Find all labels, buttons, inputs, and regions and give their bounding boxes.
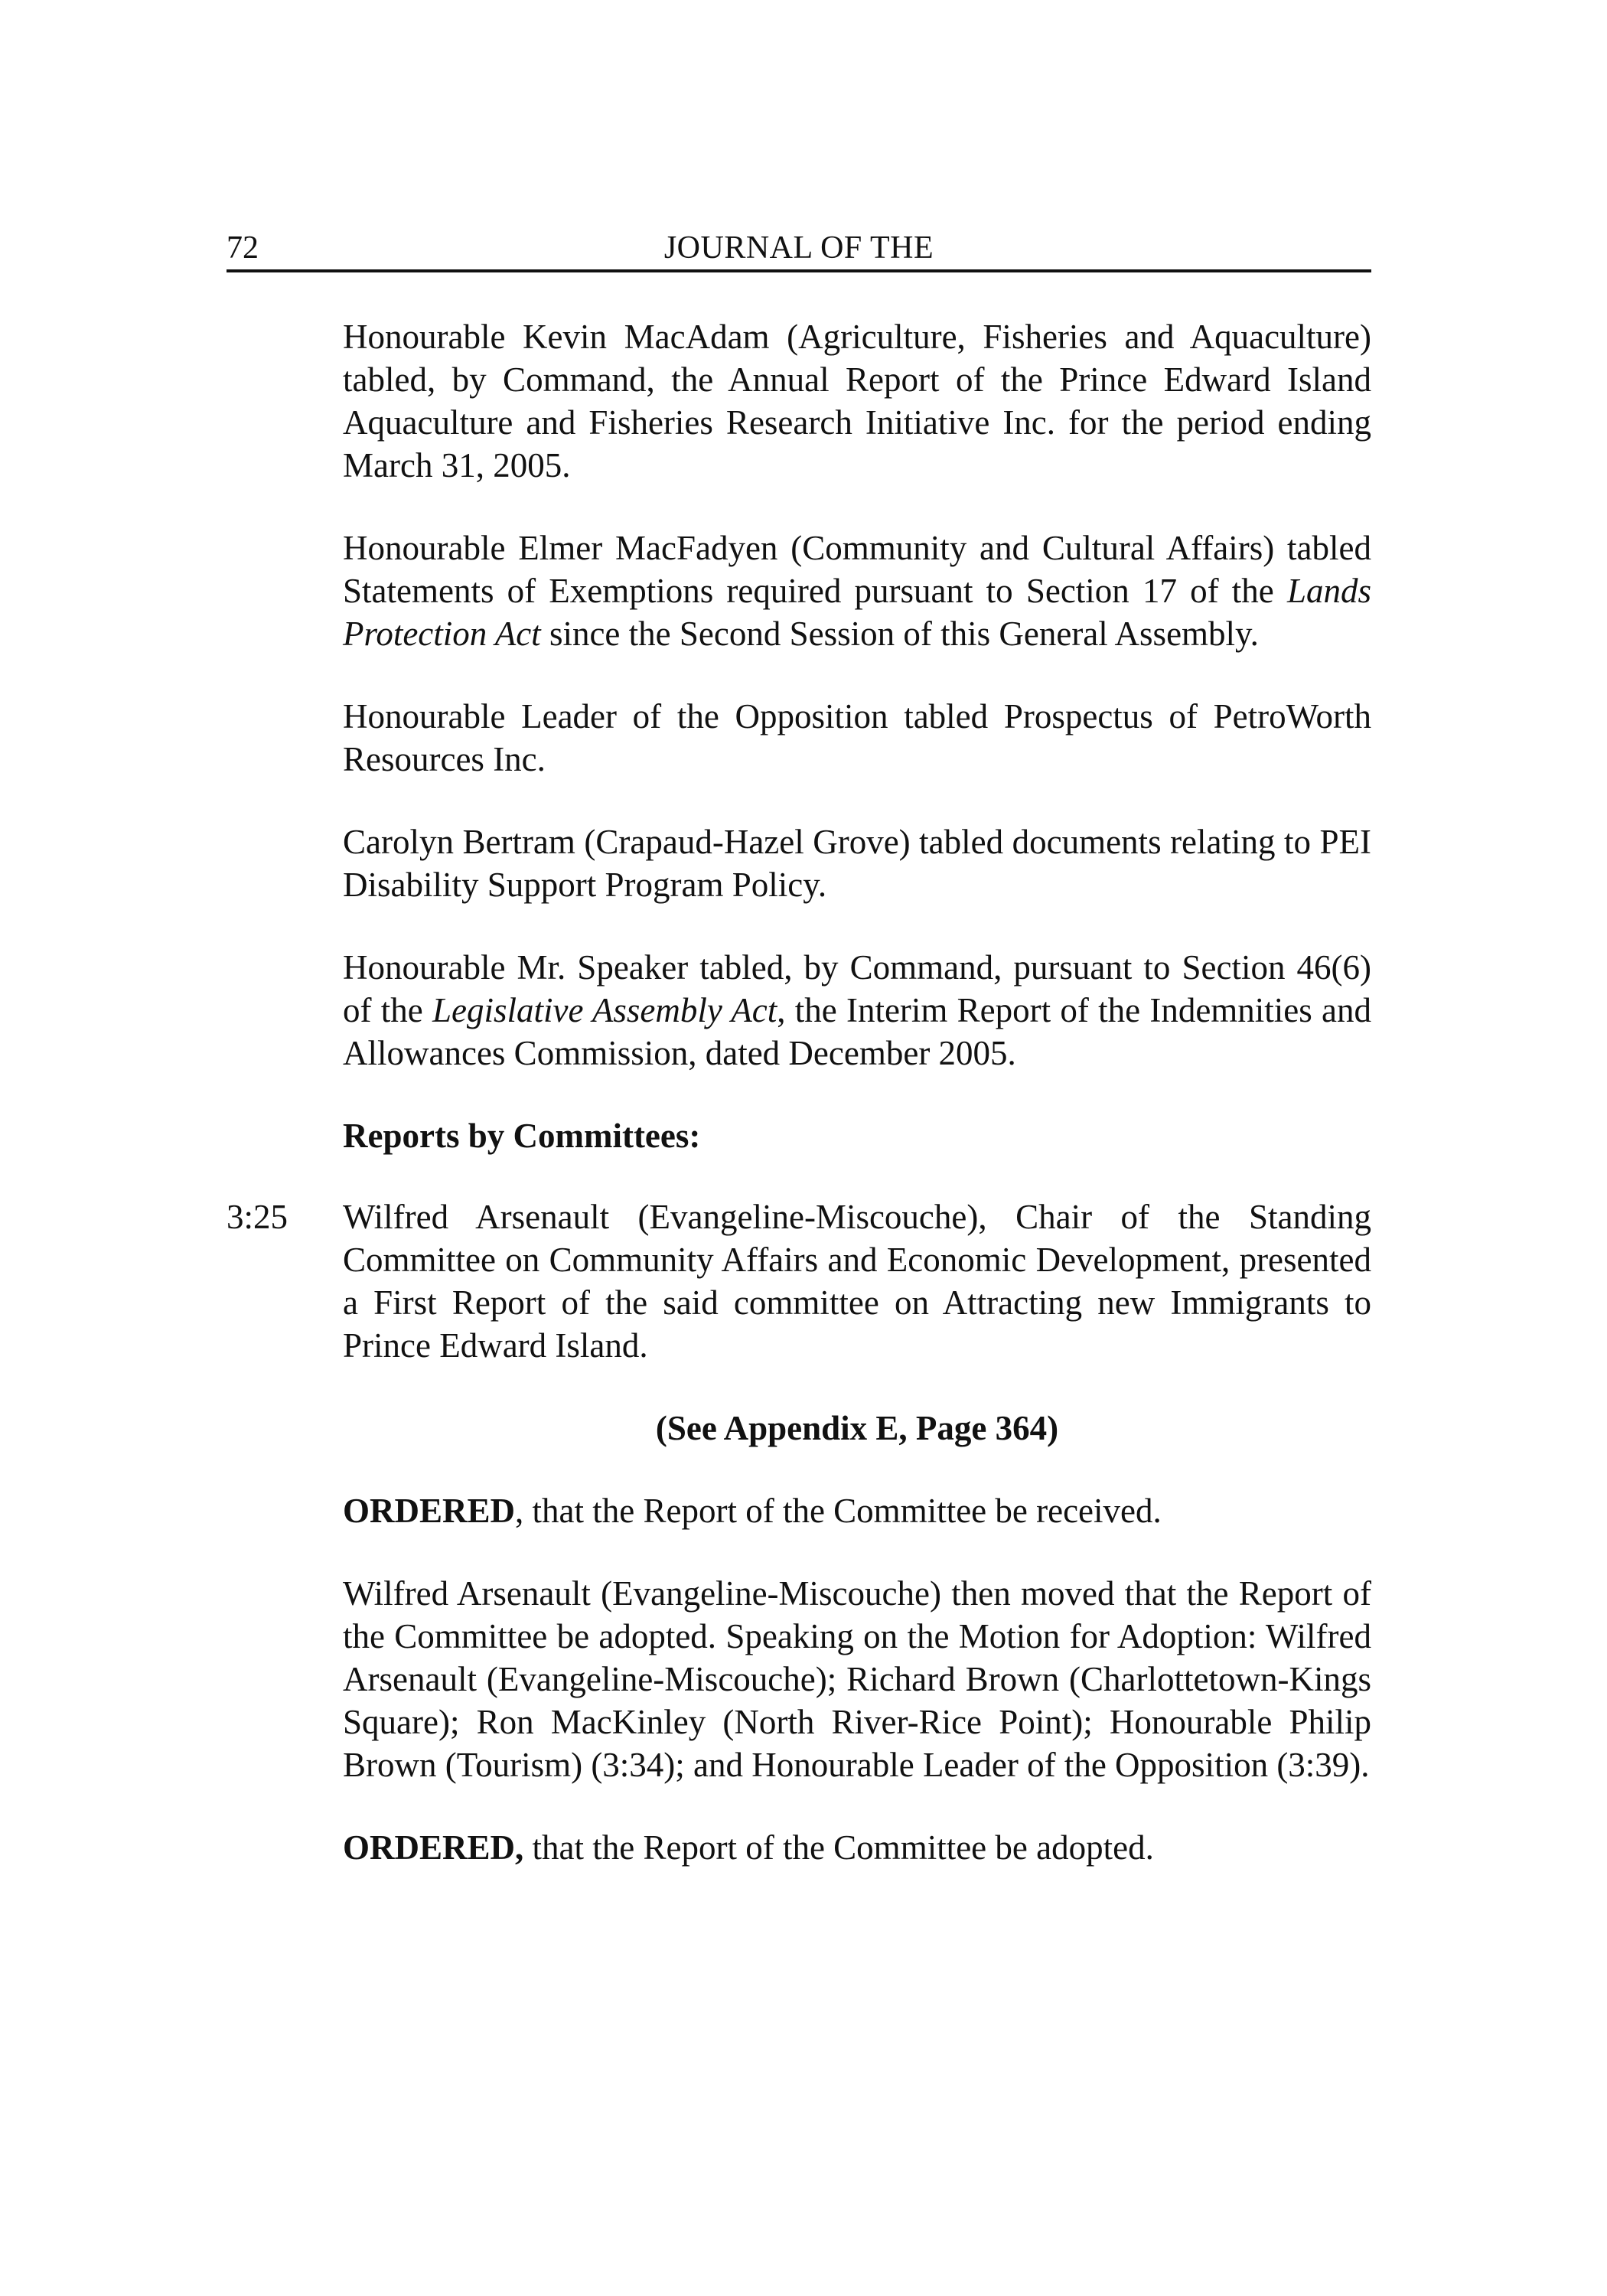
section-heading-reports: Reports by Committees: — [343, 1117, 701, 1155]
paragraph-bertram-tabling: Carolyn Bertram (Crapaud-Hazel Grove) tabled documents relating to PEI Disability Support Program Policy. — [343, 823, 1371, 904]
paragraph-text: Honourable Mr. Speaker tabled, by Command, pursuant to Section 46(6) of the — [343, 948, 1371, 1029]
act-title: Legislative Assembly Act — [432, 991, 777, 1029]
ordered-label: ORDERED — [343, 1492, 516, 1530]
paragraph-macadam-tabling: Honourable Kevin MacAdam (Agriculture, Fisheries and Aquaculture) tabled, by Command, the Annual Report of the Prince Edward Island Aquaculture and Fisheries Research Initiative Inc. for the period ending March 31, 2005. — [343, 318, 1371, 484]
page-number: 72 — [227, 230, 259, 266]
paragraph-motion-adoption: Wilfred Arsenault (Evangeline-Miscouche) then moved that the Report of the Committee be adopted. Speaking on the Motion for Adoption: Wilfred Arsenault (Evangeline-Miscouche); Richard Brown (Charlottetown-Kings Square); Ron MacKinley (North River-Rice Point); Honourable Philip Brown (Tourism) (3:34); and Honourable Leader of the Opposition (3:39). — [343, 1574, 1371, 1784]
journal-body — [227, 315, 1372, 1909]
ordered-received — [343, 1489, 1371, 1532]
paragraph-text: since the Second Session of this General Assembly. — [540, 615, 1259, 653]
journal-title: JOURNAL OF THE — [663, 230, 934, 266]
ordered-label: ORDERED, — [343, 1828, 524, 1867]
paragraph-opposition-tabling: Honourable Leader of the Opposition tabled Prospectus of PetroWorth Resources Inc. — [343, 697, 1371, 778]
running-header — [227, 230, 1371, 272]
paragraph-committee-report — [227, 1195, 1371, 1367]
ordered-adopted — [343, 1826, 1371, 1869]
paragraph-text: Honourable Elmer MacFadyen (Community and Cultural Affairs) tabled Statements of Exemptions required pursuant to Section 17 of the — [343, 529, 1371, 610]
paragraph-text: Wilfred Arsenault (Evangeline-Miscouche), Chair of the Standing Committee on Community Affairs and Economic Development, presented a First Report of the said committee on Attracting new Immigrants to Prince Edward Island. — [343, 1198, 1371, 1365]
appendix-reference: (See Appendix E, Page 364) — [655, 1409, 1059, 1447]
paragraph-text: , that the Report of the Committee be received. — [515, 1492, 1162, 1530]
paragraph-macfadyen-tabling — [343, 527, 1371, 655]
act-title: Lands Protection Act — [343, 572, 1371, 653]
paragraph-text: that the Report of the Committee be adopted. — [523, 1828, 1154, 1867]
time-stamp: 3:25 — [227, 1198, 288, 1236]
paragraph-speaker-tabling — [343, 946, 1371, 1075]
paragraph-text: , the Interim Report of the Indemnities and Allowances Commission, dated December 2005. — [343, 991, 1372, 1072]
